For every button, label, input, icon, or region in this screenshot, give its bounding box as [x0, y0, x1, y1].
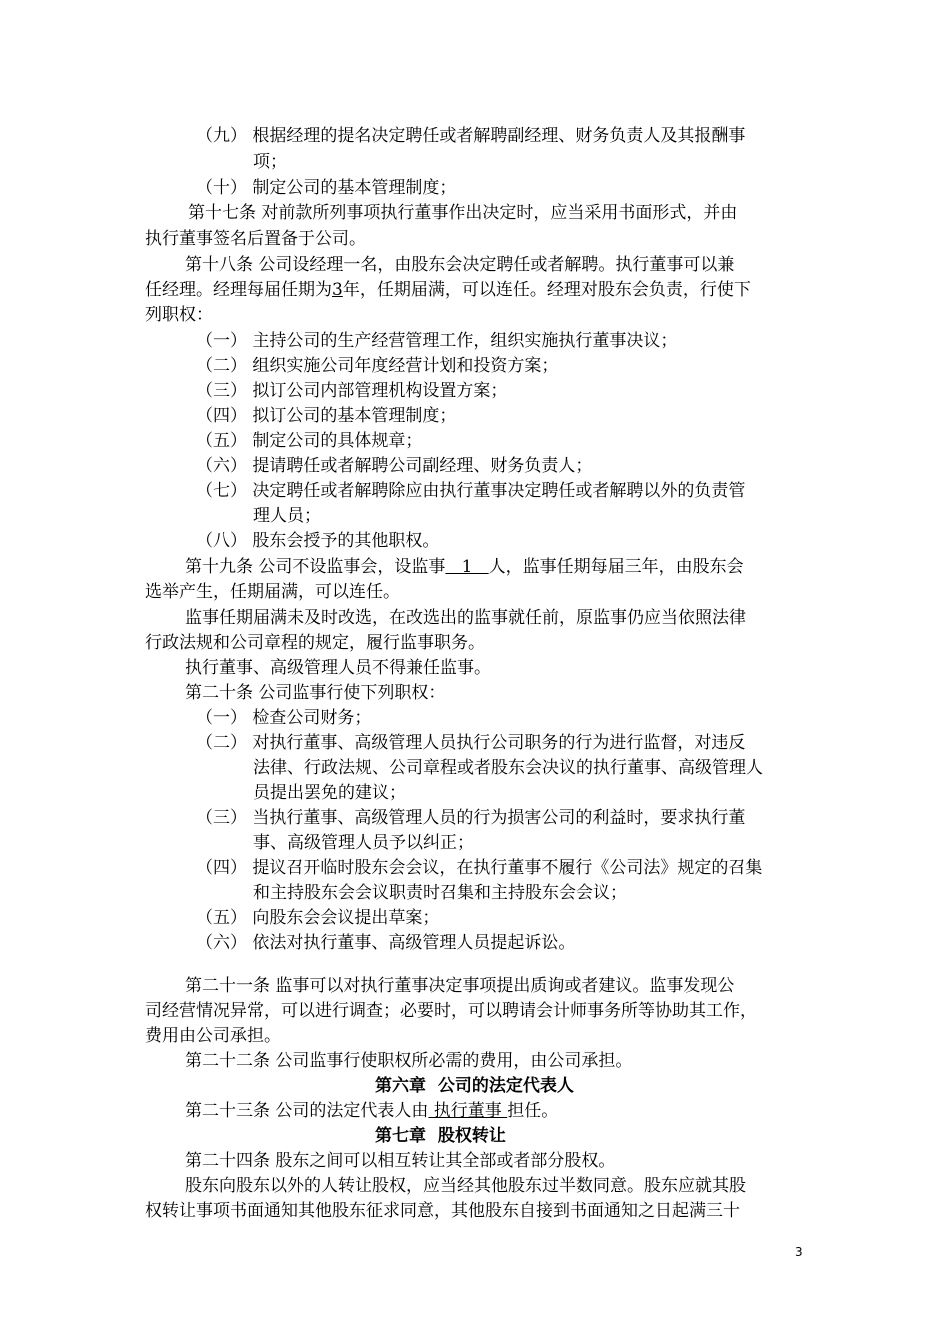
article-19-line-1b: 人，监事任期每届三年，由股东会 — [488, 557, 744, 577]
article-19-line-1a: 第十九条 公司不设监事会，设监事 — [185, 557, 446, 577]
manager-item-6: （六） 提请聘任或者解聘公司副经理、财务负责人； — [196, 456, 593, 476]
supervisor-item-5: （五） 向股东会会议提出草案； — [196, 908, 440, 928]
supervisor-item-4-line-1: （四） 提议召开临时股东会会议，在执行董事不履行《公司法》规定的召集 — [196, 858, 763, 878]
supervisor-term-line-1: 监事任期届满未及时改选，在改选出的监事就任前，原监事仍应当依照法律 — [185, 608, 746, 628]
supervisor-item-2-line-2: 法律、行政法规、公司章程或者股东会决议的执行董事、高级管理人 — [253, 758, 763, 778]
manager-item-8: （八） 股东会授予的其他职权。 — [196, 531, 440, 551]
chapter-6-heading: 第六章 公司的法定代表人 — [375, 1076, 574, 1096]
no-concurrent-supervisor: 执行董事、高级管理人员不得兼任监事。 — [185, 658, 491, 678]
manager-item-5: （五） 制定公司的具体规章； — [196, 431, 423, 451]
chapter-7-heading: 第七章 股权转让 — [375, 1126, 506, 1146]
article-18-line-2b: 年，任期届满，可以连任。经理对股东会负责，行使下 — [342, 280, 751, 300]
supervisor-item-3-line-1: （三） 当执行董事、高级管理人员的行为损害公司的利益时，要求执行董 — [196, 808, 746, 828]
supervisor-item-2-line-1: （二） 对执行董事、高级管理人员执行公司职务的行为进行监督，对违反 — [196, 733, 746, 753]
manager-item-7-line-1: （七） 决定聘任或者解聘除应由执行董事决定聘任或者解聘以外的负责管 — [196, 481, 746, 501]
article-18-line-3: 列职权： — [145, 305, 213, 325]
article-20: 第二十条 公司监事行使下列职权： — [185, 683, 446, 703]
article-24: 第二十四条 股东之间可以相互转让其全部或者部分股权。 — [185, 1151, 616, 1171]
article-21-line-1: 第二十一条 监事可以对执行董事决定事项提出质询或者建议。监事发现公 — [185, 976, 735, 996]
article-21-line-2: 司经营情况异常，可以进行调查；必要时，可以聘请会计师事务所等协助其工作， — [145, 1001, 757, 1021]
supervisor-item-2-line-3: 员提出罢免的建议； — [253, 783, 406, 803]
article-18-line-2a: 任经理。经理每届任期为 — [145, 280, 332, 300]
supervisor-count: 1 — [445, 557, 489, 577]
manager-item-2: （二） 组织实施公司年度经营计划和投资方案； — [196, 356, 559, 376]
item-9-line-1: （九） 根据经理的提名决定聘任或者解聘副经理、财务负责人及其报酬事 — [196, 126, 746, 146]
item-10: （十） 制定公司的基本管理制度； — [196, 178, 457, 198]
article-22: 第二十二条 公司监事行使职权所必需的费用，由公司承担。 — [185, 1051, 633, 1071]
page-number: 3 — [795, 1245, 803, 1259]
article-19-line-2: 选举产生，任期届满，可以连任。 — [145, 582, 400, 602]
manager-item-3: （三） 拟订公司内部管理机构设置方案； — [196, 381, 508, 401]
supervisor-item-1: （一） 检查公司财务； — [196, 708, 372, 728]
article-19-line-1 — [185, 555, 744, 579]
supervisor-item-3-line-2: 事、高级管理人员予以纠正； — [253, 833, 474, 853]
supervisor-item-6: （六） 依法对执行董事、高级管理人员提起诉讼。 — [196, 933, 576, 953]
transfer-para-line-2: 权转让事项书面通知其他股东征求同意，其他股东自接到书面通知之日起满三十 — [145, 1201, 740, 1221]
article-23 — [185, 1099, 558, 1123]
supervisor-item-4-line-2: 和主持股东会会议职责时召集和主持股东会会议； — [253, 883, 627, 903]
transfer-para-line-1: 股东向股东以外的人转让股权，应当经其他股东过半数同意。股东应就其股 — [185, 1176, 746, 1196]
article-21-line-3: 费用由公司承担。 — [145, 1026, 281, 1046]
manager-term-years: 3 — [332, 280, 343, 300]
article-18-line-2 — [145, 278, 751, 302]
article-17-line-1: 第十七条 对前款所列事项执行董事作出决定时，应当采用书面形式，并由 — [188, 203, 738, 223]
manager-item-1: （一） 主持公司的生产经营管理工作，组织实施执行董事决议； — [196, 331, 678, 351]
supervisor-term-line-2: 行政法规和公司章程的规定，履行监事职务。 — [145, 633, 485, 653]
manager-item-7-line-2: 理人员； — [253, 506, 321, 526]
article-17-line-2: 执行董事签名后置备于公司。 — [145, 229, 366, 249]
article-23b: 担任。 — [507, 1101, 559, 1121]
article-18-line-1: 第十八条 公司设经理一名，由股东会决定聘任或者解聘。执行董事可以兼 — [185, 255, 735, 275]
article-23a: 第二十三条 公司的法定代表人由 — [185, 1101, 429, 1121]
item-9-line-2: 项； — [253, 152, 287, 172]
legal-representative: 执行董事 — [428, 1101, 508, 1121]
manager-item-4: （四） 拟订公司的基本管理制度； — [196, 406, 457, 426]
